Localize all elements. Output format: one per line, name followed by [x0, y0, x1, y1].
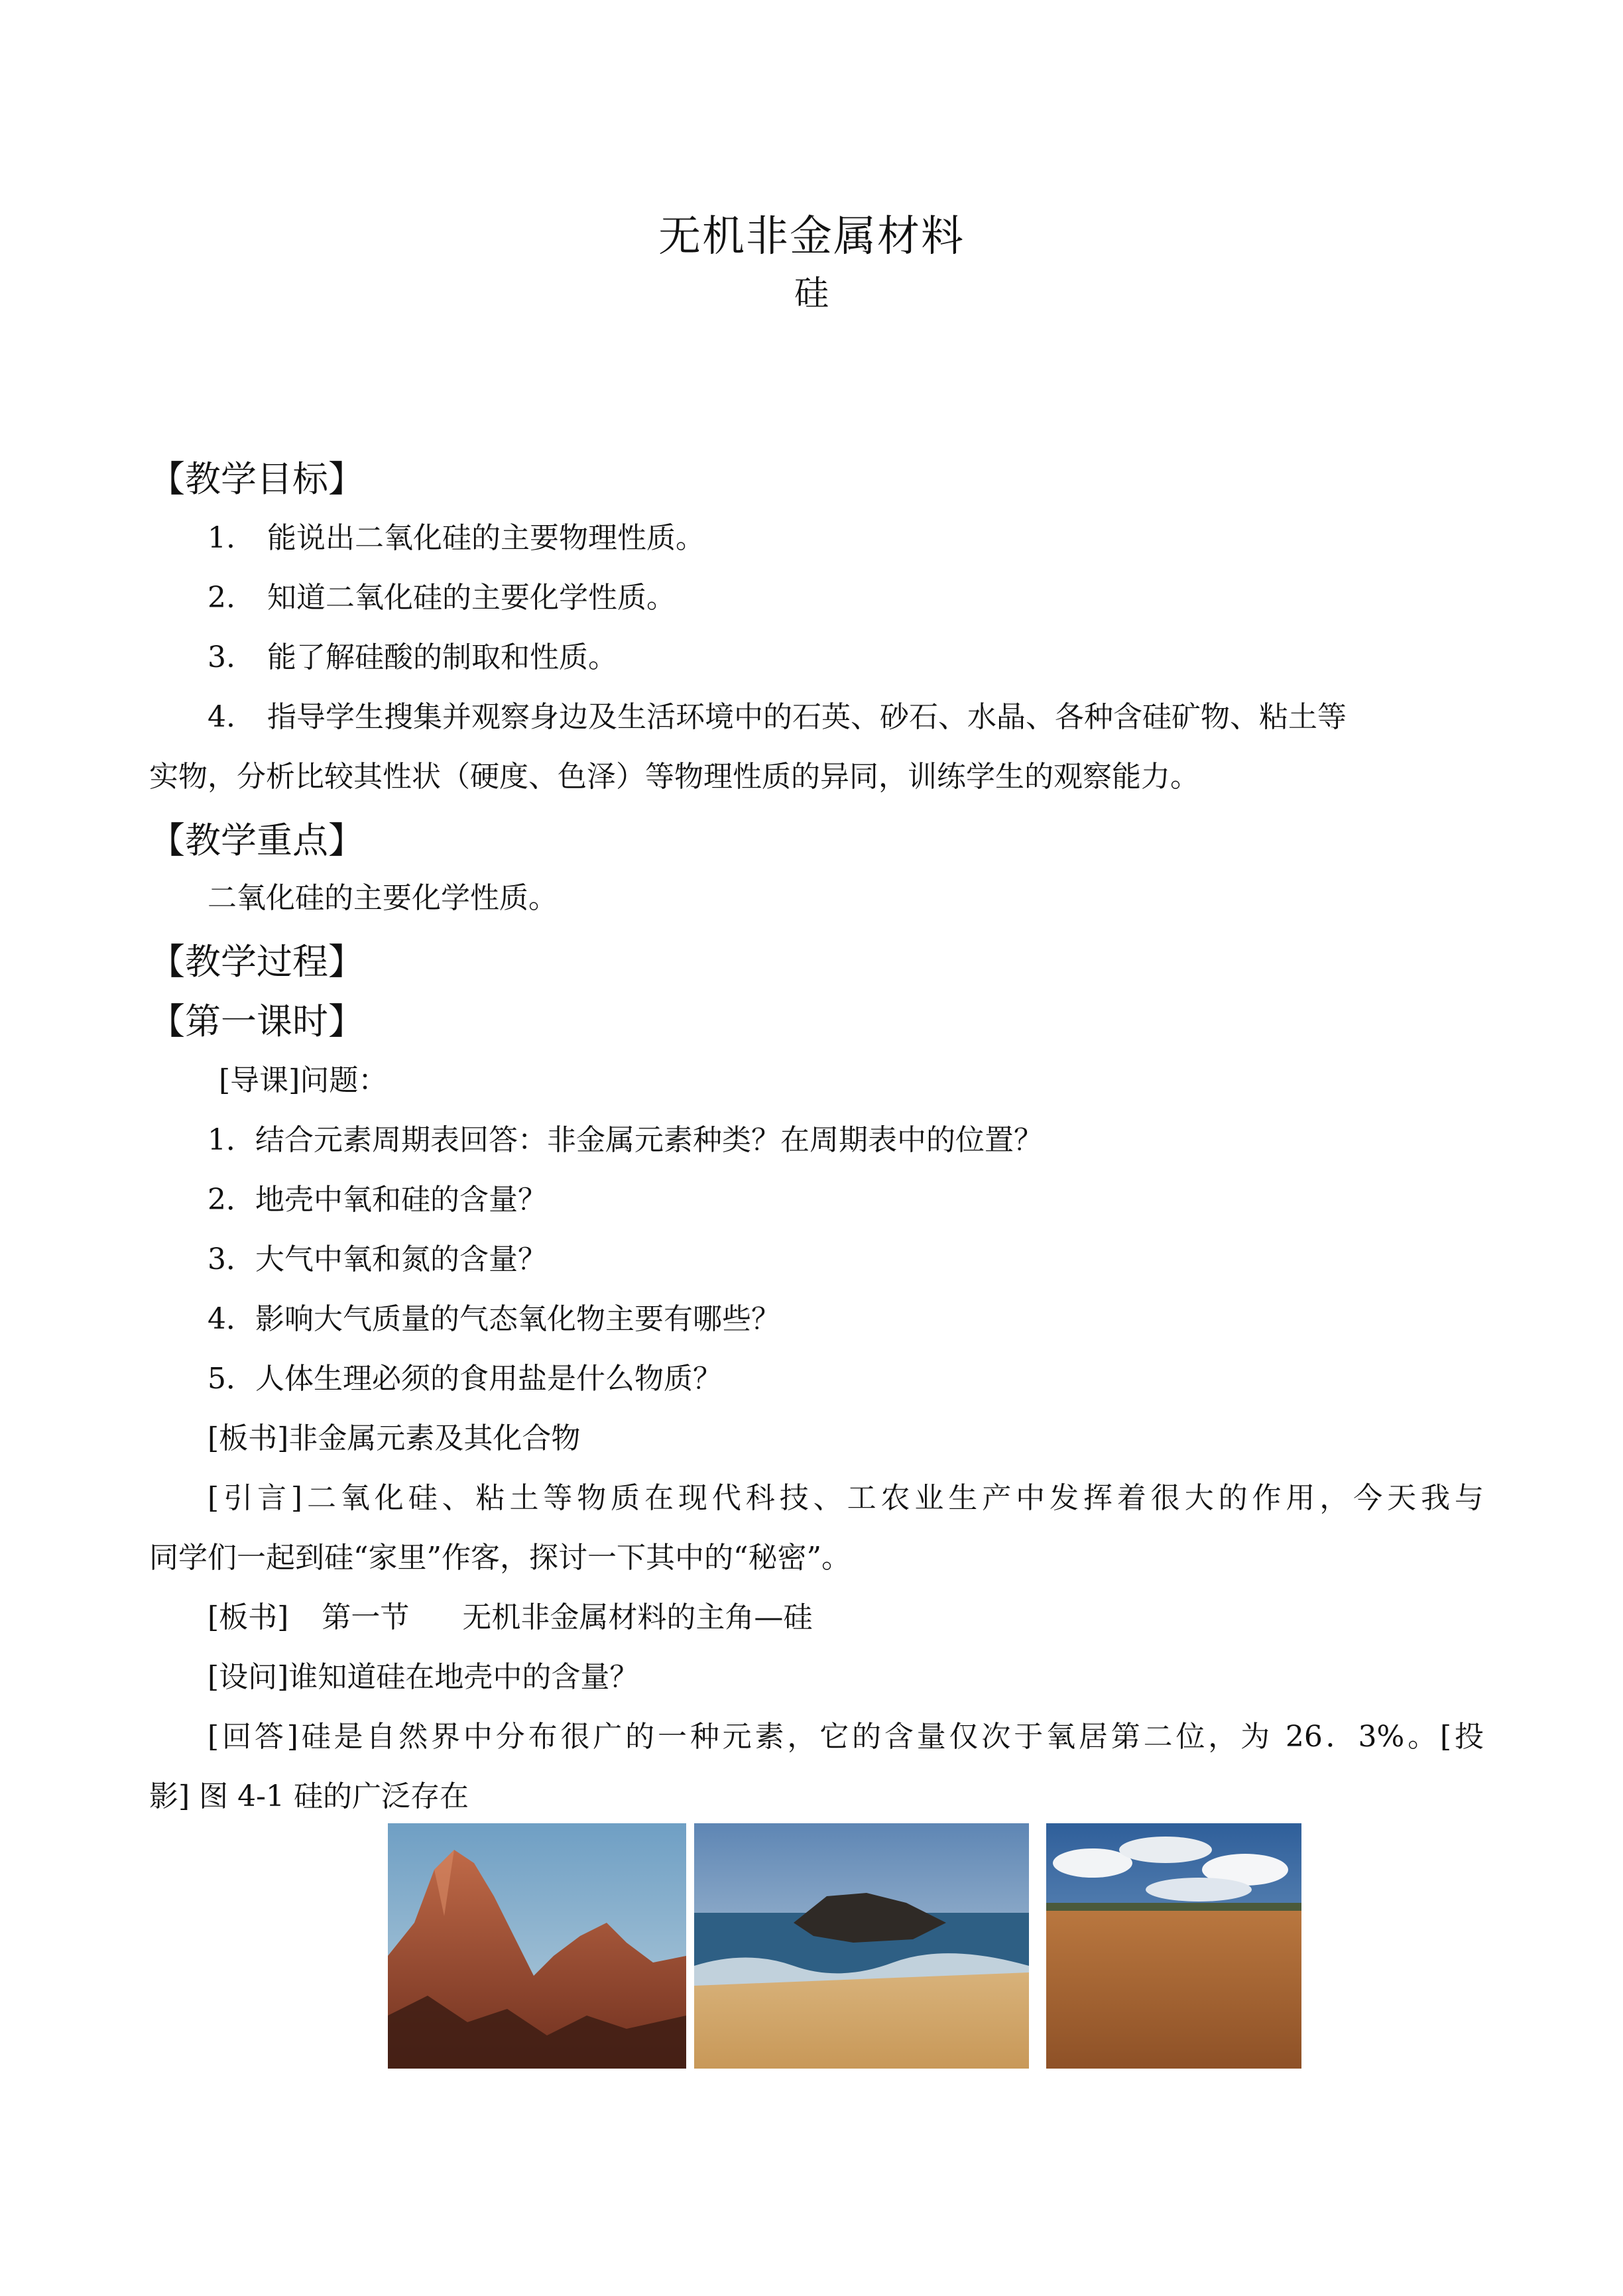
question-item: 5．人体生理必须的食用盐是什么物质？	[208, 1362, 722, 1396]
question-item: 3．大气中氧和氮的含量？	[208, 1242, 547, 1276]
answer-text: [回答]硅是自然界中分布很广的一种元素，它的含量仅次于氧居第二位，为 26．3%。[投	[208, 1720, 1484, 1754]
lesson1-heading: 【第一课时】	[149, 1000, 364, 1042]
focus-heading: 【教学重点】	[149, 819, 364, 861]
introduction-text-continuation: 同学们一起到硅“家里”作客，探讨一下其中的“秘密”。	[149, 1541, 851, 1575]
objectives-heading: 【教学目标】	[149, 458, 364, 500]
objective-item-continuation: 实物，分析比较其性状（硬度、色泽）等物理性质的异同，训练学生的观察能力。	[149, 760, 1199, 794]
photo-red-rock-mountain	[388, 1823, 686, 2069]
objective-item: 3. 能了解硅酸的制取和性质。	[208, 640, 617, 674]
objective-item: 2. 知道二氧化硅的主要化学性质。	[208, 581, 676, 615]
photo-rocky-beach	[694, 1823, 1029, 2069]
focus-text: 二氧化硅的主要化学性质。	[208, 881, 558, 915]
document-subtitle: 硅	[794, 274, 829, 314]
board-note: [板书]非金属元素及其化合物	[208, 1421, 581, 1455]
introduction-text: [引言]二氧化硅、粘土等物质在现代科技、工农业生产中发挥着很大的作用，今天我与	[208, 1481, 1484, 1515]
document-title: 无机非金属材料	[658, 212, 965, 261]
board-section-title: [板书] 第一节 无机非金属材料的主角—硅	[208, 1601, 813, 1634]
question-prompt: [设问]谁知道硅在地壳中的含量？	[208, 1660, 639, 1694]
question-item: 1．结合元素周期表回答：非金属元素种类？在周期表中的位置？	[208, 1123, 1043, 1157]
photo-farmland	[1046, 1823, 1301, 2069]
question-item: 4．影响大气质量的气态氧化物主要有哪些？	[208, 1302, 780, 1336]
lesson-intro: [导课]问题：	[219, 1063, 388, 1097]
answer-text-continuation: 影] 图 4-1 硅的广泛存在	[149, 1780, 469, 1813]
question-item: 2．地壳中氧和硅的含量？	[208, 1183, 547, 1217]
objective-item: 1. 能说出二氧化硅的主要物理性质。	[208, 521, 705, 555]
process-heading: 【教学过程】	[149, 941, 364, 983]
objective-item: 4. 指导学生搜集并观察身边及生活环境中的石英、砂石、水晶、各种含硅矿物、粘土等	[208, 700, 1347, 734]
